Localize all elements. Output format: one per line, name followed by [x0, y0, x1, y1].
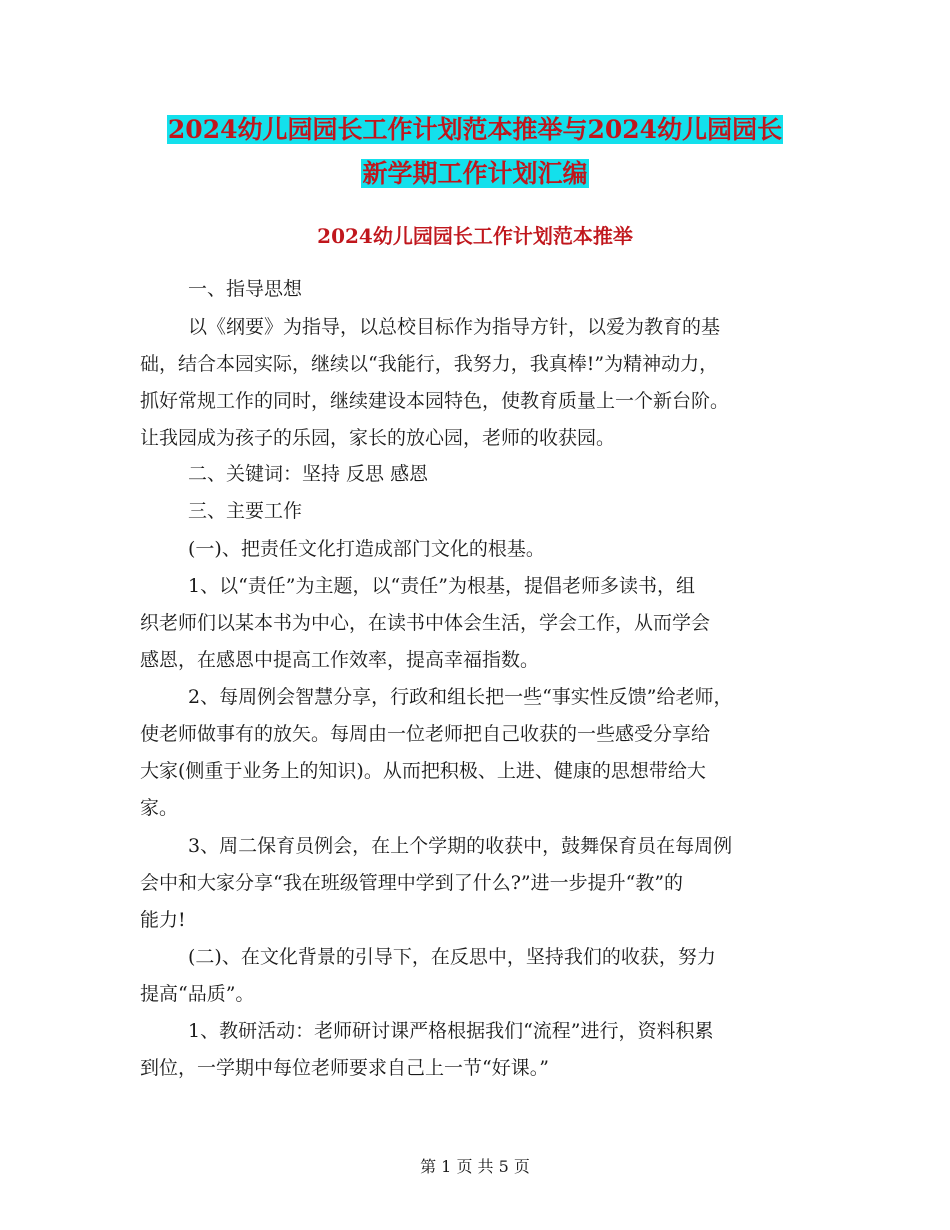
- paragraph-line: 让我园成为孩子的乐园，家长的放心园，老师的收获园。: [140, 427, 616, 449]
- paragraph-line: 家。: [140, 797, 179, 819]
- paragraph-line: 提高“品质”。: [140, 983, 255, 1005]
- paragraph-line: 1、以“责任”为主题，以“责任”为根基，提倡老师多读书，组: [188, 575, 695, 597]
- paragraph-line: 抓好常规工作的同时，继续建设本园特色，使教育质量上一个新台阶。: [140, 390, 730, 412]
- paragraph-line: 能力!: [140, 909, 186, 931]
- paragraph-line: 二、关键词：坚持 反思 感恩: [188, 463, 429, 485]
- paragraph-line: (二)、在文化背景的引导下，在反思中，坚持我们的收获，努力: [188, 946, 716, 968]
- page-footer: 第 1 页 共 5 页: [420, 1157, 530, 1176]
- document-title-line-2: [0, 159, 950, 189]
- title-highlight-2: 新学期工作计划汇编: [362, 159, 588, 188]
- paragraph-line: 织老师们以某本书为中心，在读书中体会生活，学会工作，从而学会: [140, 612, 711, 634]
- paragraph-line: 感恩，在感恩中提高工作效率，提高幸福指数。: [140, 649, 540, 671]
- paragraph-line: 础，结合本园实际，继续以“我能行，我努力，我真棒!”为精神动力，: [140, 353, 719, 375]
- paragraph-line: 三、主要工作: [188, 500, 303, 522]
- section-title: 2024幼儿园园长工作计划范本推举: [317, 224, 633, 248]
- paragraph-line: 到位，一学期中每位老师要求自己上一节“好课。”: [140, 1057, 549, 1079]
- title-highlight-1: 2024幼儿园园长工作计划范本推举与2024幼儿园园长: [167, 115, 783, 144]
- paragraph-line: (一)、把责任文化打造成部门文化的根基。: [188, 538, 545, 560]
- paragraph-line: 会中和大家分享“我在班级管理中学到了什么?”进一步提升“教”的: [140, 872, 684, 894]
- paragraph-line: 一、指导思想: [188, 278, 303, 300]
- document-title-line-1: [0, 115, 950, 145]
- paragraph-line: 大家(侧重于业务上的知识)。从而把积极、上进、健康的思想带给大: [140, 760, 706, 782]
- paragraph-line: 1、教研活动：老师研讨课严格根据我们“流程”进行，资料积累: [188, 1020, 714, 1042]
- paragraph-line: 3、周二保育员例会，在上个学期的收获中，鼓舞保育员在每周例: [188, 835, 733, 857]
- paragraph-line: 使老师做事有的放矢。每周由一位老师把自己收获的一些感受分享给: [140, 723, 711, 745]
- paragraph-line: 2、每周例会智慧分享，行政和组长把一些“事实性反馈”给老师，: [188, 686, 733, 708]
- paragraph-line: 以《纲要》为指导，以总校目标作为指导方针，以爱为教育的基: [188, 316, 721, 338]
